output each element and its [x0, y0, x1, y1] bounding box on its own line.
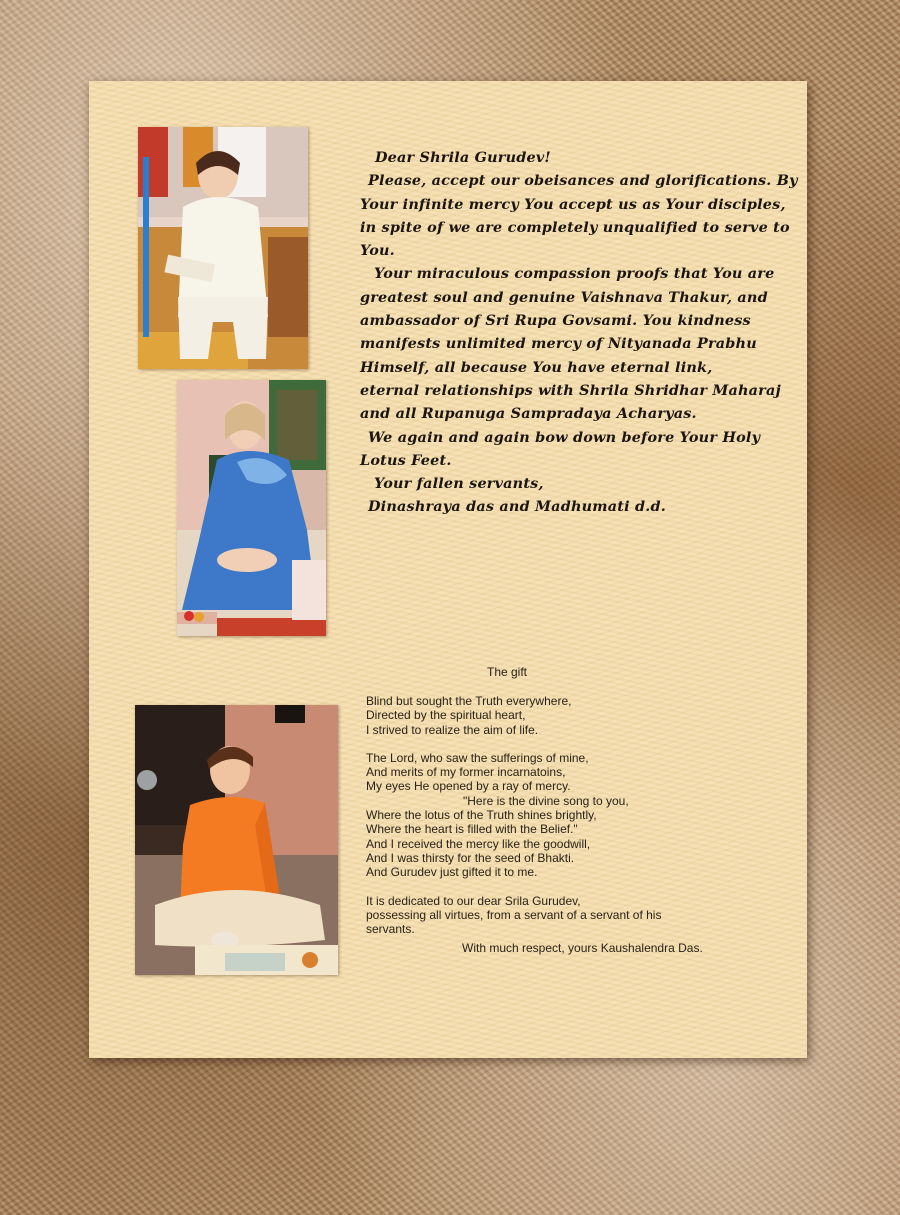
letter-line: Your infinite mercy You accept us as Your disciples, [360, 195, 786, 213]
poem-line: possessing all virtues, from a servant of a servant of his [366, 907, 662, 922]
poem-line: And I received the mercy like the goodwill, [366, 836, 591, 851]
letter-line: eternal relationships with Shrila Shridhar Maharaj [360, 381, 781, 399]
poem-line: And Gurudev just gifted it to me. [366, 865, 538, 880]
poem-line: And merits of my former incarnatoins, [366, 765, 566, 780]
poem-line: "Here is the divine song to you, [463, 793, 629, 808]
poem-line: Where the lotus of the Truth shines brightly, [366, 808, 597, 823]
letter-line: Dinashraya das and Madhumati d.d. [368, 498, 666, 516]
photo-boy-orange-shirt [135, 705, 338, 975]
poem-line: It is dedicated to our dear Srila Gurudev, [366, 893, 581, 908]
letter-line: You. [360, 242, 395, 260]
letter-line: manifests unlimited mercy of Nityanada Prabhu [360, 335, 757, 353]
poem-line: Where the heart is filled with the Belief." [366, 822, 578, 837]
letter-line: Lotus Feet. [360, 451, 452, 469]
poem-line: My eyes He opened by a ray of mercy. [366, 779, 571, 794]
letter-line: Himself, all because You have eternal link, [360, 358, 713, 376]
poem-signature: With much respect, yours Kaushalendra Das. [462, 941, 703, 956]
letter-line: Your fallen servants, [374, 475, 544, 493]
poem-line: I strived to realize the aim of life. [366, 722, 539, 737]
poem-text [366, 694, 786, 956]
letter-line: in spite of we are completely unqualified to serve to [360, 218, 790, 236]
letter-line: Dear Shrila Gurudev! [375, 149, 551, 166]
poem-line: And I was thirsty for the seed of Bhakti. [366, 850, 575, 865]
letter-line: ambassador of Sri Rupa Govsami. You kindness [360, 312, 751, 330]
poem-line: Directed by the spiritual heart, [366, 708, 526, 723]
poem-line: The Lord, who saw the sufferings of mine, [366, 750, 589, 765]
poem-line: Blind but sought the Truth everywhere, [366, 694, 572, 708]
poem-title: The gift [487, 665, 528, 679]
letter-line: Please, accept our obeisances and glorifications. By [368, 172, 798, 190]
photo-man-reading [138, 127, 308, 369]
letter-line: and all Rupanuga Sampradaya Acharyas. [360, 405, 697, 423]
poem-line: servants. [366, 922, 415, 937]
letter-line: greatest soul and genuine Vaishnava Thakur, and [360, 288, 768, 306]
photo-woman-blue-sari [177, 380, 326, 636]
letter-line: Your miraculous compassion proofs that You are [374, 265, 775, 283]
letter-line: We again and again bow down before Your Holy [368, 428, 761, 446]
letter-text [360, 146, 798, 519]
